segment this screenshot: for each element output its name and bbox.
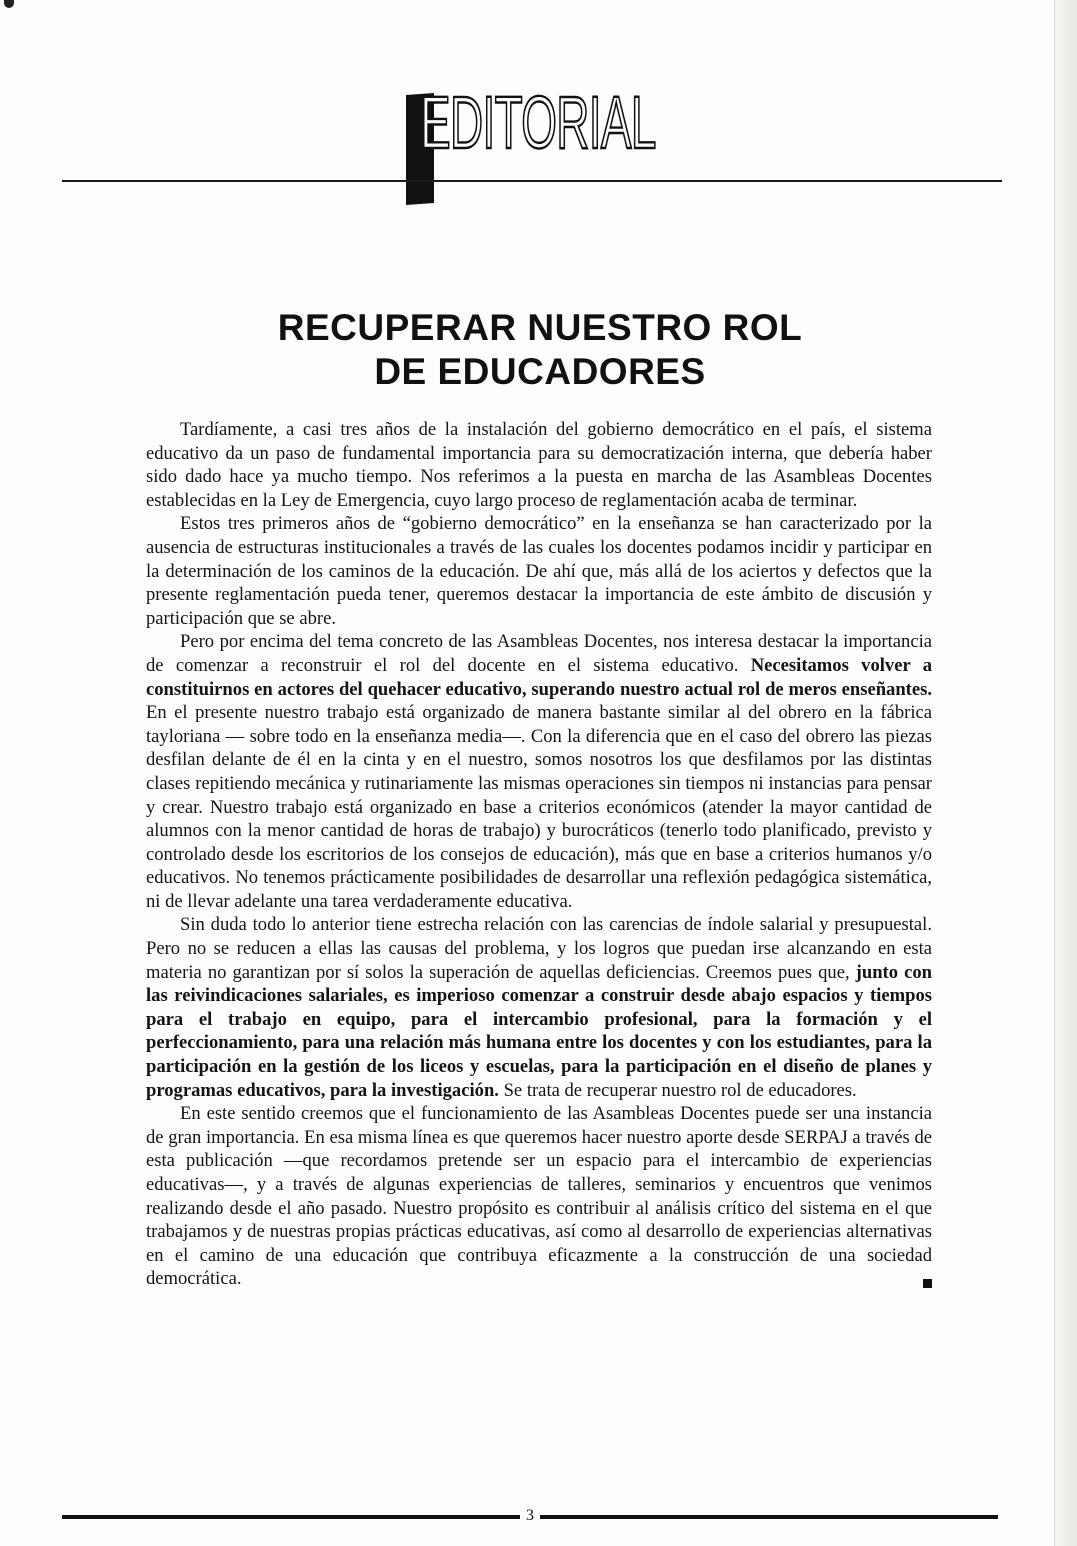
paragraph-2: Estos tres primeros años de “gobierno democrático” en la enseñanza se han caracterizado por la ausencia de estructuras institucionales a través de las cuales los docentes podamos incidir y participar en la determinación de los caminos de la educación. De ahí que, más allá de los aciertos y defectos que la presente reglamentación pueda tener, queremos destacar la importancia de este ámbito de discusión y participación que se abre. bbox=[146, 513, 932, 629]
editorial-masthead bbox=[400, 81, 660, 208]
paragraph-5 bbox=[146, 1102, 932, 1291]
article-title bbox=[150, 306, 930, 394]
masthead-rule bbox=[62, 180, 1002, 182]
paragraph-3-text-a: Pero por encima del tema concreto de las Asambleas Docentes, nos interesa destacar la importancia de comenzar a reconstruir el rol del docente en el sistema educativo. bbox=[146, 631, 932, 676]
footer-rule-right bbox=[540, 1515, 998, 1519]
paragraph-3-emphasis: Necesitamos volver a constituirnos en actores del quehacer educativo, superando nuestro actual rol de meros enseñantes. bbox=[146, 654, 932, 700]
end-of-article-mark bbox=[923, 1279, 932, 1288]
paragraph-3-text-b: En el presente nuestro trabajo está organizado de manera bastante similar al del obrero en la fábrica tayloriana — sobre todo en la enseñanza media—. Con la diferencia que en el caso del obrero las piezas desfilan delante de él en la cinta y en el nuestro, somos nosotros los que desfilamos por las distintas clases repitiendo mecánica y rutinariamente las mismas operaciones sin tiempos ni instancias para pensar y crear. Nuestro trabajo está organizado en base a criterios económicos (atender la mayor cantidad de alumnos con la menor cantidad de horas de trabajo) y burocráticos (tenerlo todo planificado, previsto y controlado desde los escritorios de los consejos de educación), más que en base a criterios humanos y/o educativos. No tenemos prácticamente posibilidades de desarrollar una reflexión pedagógica sistemática, ni de llevar adelante una tarea verdaderamente educativa. bbox=[146, 702, 932, 912]
article-body bbox=[146, 418, 932, 1291]
paragraph-4-text-b: Se trata de recuperar nuestro rol de educadores. bbox=[498, 1079, 857, 1101]
paragraph-5-text: En este sentido creemos que el funcionamiento de las Asambleas Docentes puede ser una instancia de gran importancia. En esa misma línea es que queremos hacer nuestro aporte desde SERPAJ a través de esta publicación —que recordamos pretende ser un espacio para el intercambio de experiencias educativas—, y a través de algunas experiencias de talleres, seminarios y encuentros que venimos realizando desde el año pasado. Nuestro propósito es contribuir al análisis crítico del sistema en el que trabajamos y de nuestras propias prácticas educativas, así como al desarrollo de experiencias alternativas en el camino de una educación que contribuya eficazmente a la construcción de una sociedad democrática. bbox=[146, 1103, 932, 1290]
paragraph-4-emphasis: junto con las reivindicaciones salariales, es imperioso comenzar a construir desde abajo espacios y tiempos para el trabajo en equipo, para el intercambio profesional, para la formación y el perfeccionamiento, para una relación más humana entre los docentes y con los estudiantes, para la participación en la gestión de los liceos y escuelas, para la participación en el diseño de planes y programas educativos, para la investigación. bbox=[146, 961, 932, 1101]
paragraph-4-text-a: Sin duda todo lo anterior tiene estrecha relación con las carencias de índole salarial y presupuestal. Pero no se reducen a ellas las causas del problema, y los logros que puedan irse alcanzando en esta materia no garantizan por sí solos la superación de aquellas deficiencias. Creemos pues que, bbox=[146, 914, 932, 983]
paragraph-1: Tardíamente, a casi tres años de la instalación del gobierno democrático en el país, el sistema educativo da un paso de fundamental importancia para su democratización interna, que debería haber sido dado hace ya mucho tiempo. Nos referimos a la puesta en marcha de las Asambleas Docentes establecidas en la Ley de Emergencia, cuyo largo proceso de reglamentación acaba de terminar. bbox=[146, 419, 932, 511]
binding-mark bbox=[4, 0, 14, 8]
article-title-line-2: DE EDUCADORES bbox=[374, 351, 706, 392]
page-edge bbox=[1054, 0, 1077, 1546]
footer-rule-left bbox=[62, 1515, 520, 1519]
paragraph-3 bbox=[146, 630, 932, 913]
page-number: 3 bbox=[526, 1507, 534, 1524]
masthead-title: EDITORIAL bbox=[420, 81, 656, 164]
article-title-line-1: RECUPERAR NUESTRO ROL bbox=[277, 307, 803, 348]
paragraph-4 bbox=[146, 913, 932, 1102]
